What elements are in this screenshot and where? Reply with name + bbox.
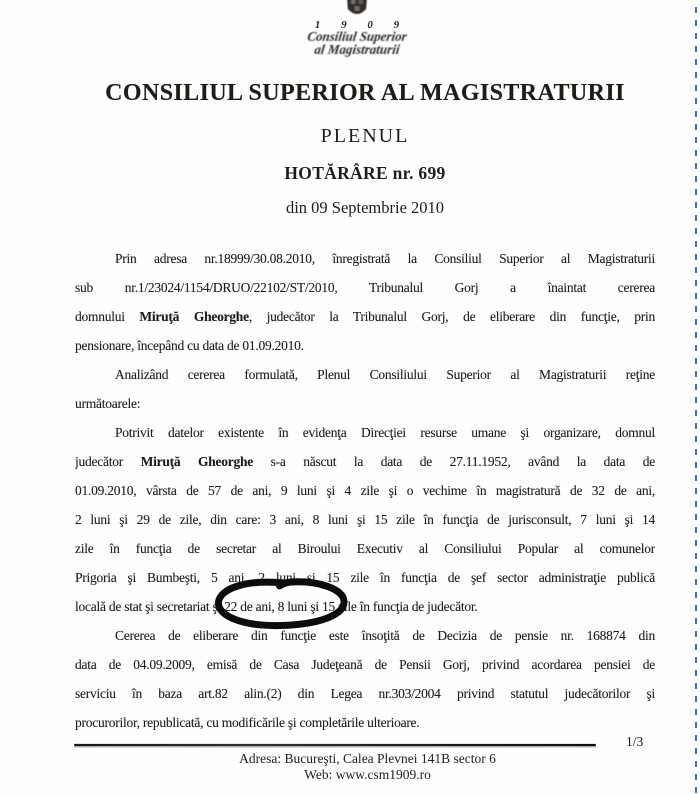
document-line: [75, 331, 655, 360]
document-line: [75, 708, 655, 737]
text-segment: următoarele:: [75, 396, 141, 411]
document-line: [75, 679, 655, 708]
text-segment: judecător: [75, 454, 141, 469]
logo-year-1909: 1 9 0 9: [314, 19, 409, 31]
text-segment: data de 04.09.2009, emisă de Casa Judeţeană de Pensii Gorj, privind acordarea pensiei de: [75, 657, 655, 672]
text-segment: pensionare, începând cu data de 01.09.2010.: [75, 338, 304, 353]
document-line: [75, 563, 655, 592]
coat-of-arms-icon: [343, 0, 371, 18]
document-line: [75, 244, 655, 273]
text-segment: locală de stat şi secretariat şi 22 de ani, 8 luni şi 15 zile în funcţia de judecător.: [75, 599, 478, 614]
decision-number-heading: HOTĂRÂRE nr. 699: [284, 163, 446, 183]
document-line: [75, 621, 655, 650]
institution-title: CONSILIUL SUPERIOR AL MAGISTRATURII: [105, 80, 625, 106]
text-segment: sub nr.1/23024/1154/DRUO/22102/ST/2010, Tribunalul Gorj a înaintat cererea: [75, 280, 655, 295]
text-segment: domnului: [75, 309, 140, 324]
text-segment: s-a născut la data de 27.11.1952, având la data de: [252, 454, 655, 469]
document-body: [75, 244, 655, 737]
logo-script-line2: al Magistraturii: [313, 41, 401, 57]
csm-logo: [277, 0, 437, 56]
document-line: [75, 592, 655, 621]
plenum-subtitle: PLENUL: [320, 125, 410, 147]
document-line: [75, 650, 655, 679]
text-segment: 2 luni şi 29 de zile, din care: 3 ani, 8 luni şi 15 zile în funcţia de jurisconsult, 7 luni şi 14: [75, 512, 655, 527]
document-line: [75, 273, 655, 302]
document-line: [75, 360, 655, 389]
text-segment: 01.09.2010, vârsta de 57 de ani, 9 luni şi 4 zile şi o vechime în magistratură de 32 de ani,: [75, 483, 655, 498]
text-segment: serviciu în baza art.82 alin.(2) din Legea nr.303/2004 privind statutul judecătorilor şi: [75, 686, 655, 701]
text-segment: Prigoria şi Bumbeşti, 5 ani, 2 luni şi 15 zile în funcţia de şef sector administraţie publică: [75, 570, 655, 585]
text-segment: Prin adresa nr.18999/30.08.2010, înregistrată la Consiliul Superior al Magistraturii: [115, 251, 655, 266]
footer-address: Adresa: Bucureşti, Calea Plevnei 141B sector 6: [239, 751, 496, 766]
document-line: [75, 302, 655, 331]
text-segment: Analizând cererea formulată, Plenul Consiliului Superior al Magistraturii reţine: [115, 367, 655, 382]
document-line: [75, 418, 655, 447]
person-name-bold: Miruţă Gheorghe: [139, 309, 249, 324]
document-line: [75, 447, 655, 476]
scan-edge-dashed-line: [695, 7, 697, 794]
document-line: [75, 505, 655, 534]
text-segment: procurorilor, republicată, cu modificările şi completările ulterioare.: [75, 715, 420, 730]
text-segment: Cererea de eliberare din funcţie este însoţită de Decizia de pensie nr. 168874 din: [115, 628, 655, 643]
logo-script-line1: Consiliul Superior: [306, 29, 408, 44]
footer-website: Web: www.csm1909.ro: [304, 767, 431, 782]
footer-divider-line: [74, 744, 596, 746]
document-line: [75, 389, 655, 418]
person-name-bold: Miruţă Gheorghe: [140, 454, 253, 469]
text-segment: zile în funcţia de secretar al Biroului Executiv al Consiliului Popular al comunelor: [75, 541, 655, 556]
decision-date-line: din 09 Septembrie 2010: [285, 198, 445, 217]
document-line: [75, 476, 655, 505]
text-segment: , judecător la Tribunalul Gorj, de eliberare din funcţie, prin: [248, 309, 655, 324]
text-segment: Potrivit datelor existente în evidenţa Direcţiei resurse umane şi organizare, domnul: [115, 425, 655, 440]
page-number: 1/3: [626, 734, 644, 749]
document-line: [75, 534, 655, 563]
